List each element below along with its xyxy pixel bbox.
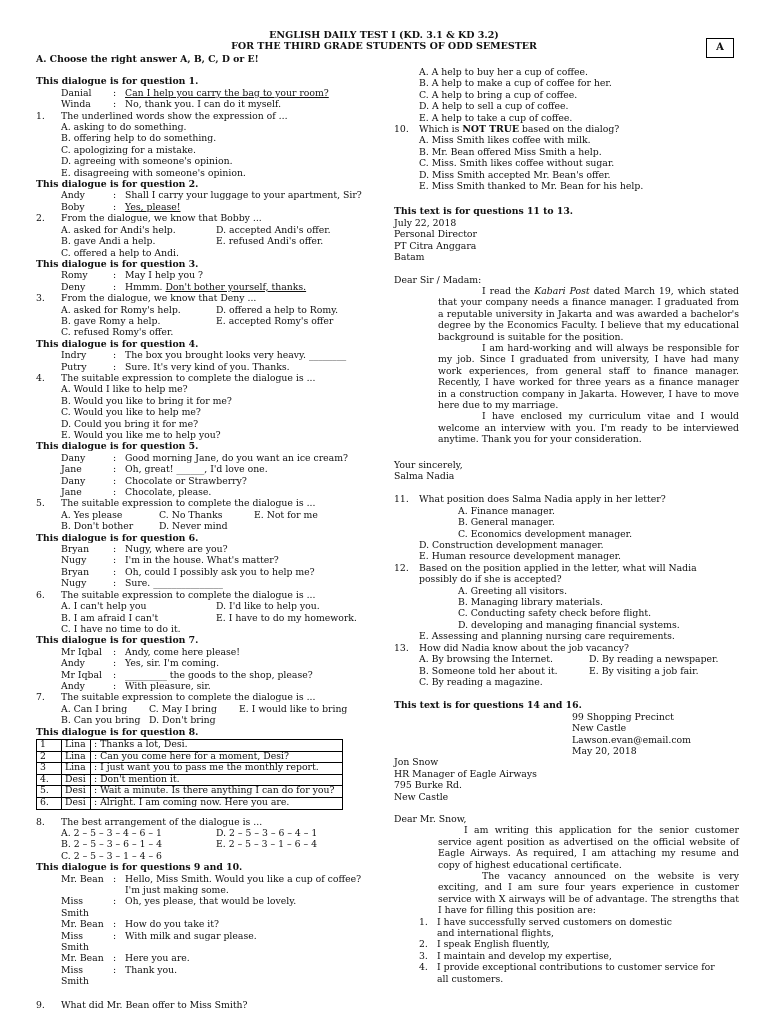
dialogue-line: Andy : With pleasure, sir. <box>61 680 211 692</box>
letter-recipient: 795 Burke Rd. <box>394 780 462 792</box>
dialogue-table <box>36 739 343 810</box>
table-row: 6. Desi : Alright. I am coming now. Here you are. <box>37 797 343 809</box>
dialogue-intro: This dialogue is for question 6. <box>36 532 199 544</box>
letter-recipient: Jon Snow <box>394 757 439 769</box>
letter-closing: Your sincerely, <box>394 459 463 471</box>
dialogue-line: Deny : Hmmm. Don't bother yourself, thanks. <box>61 281 307 293</box>
dialogue-line: Mr. Bean : Here you are. <box>61 953 190 965</box>
option-row: B. 2 – 5 – 3 – 6 – 1 – 4 E. 2 – 5 – 3 – 1 – 6 – 4 <box>61 839 317 851</box>
question-stem: 8. The best arrangement of the dialogue is ... <box>36 816 263 828</box>
option: E. Miss Smith thanked to Mr. Bean for his help. <box>419 181 644 193</box>
option: C. Would you like to help me? <box>61 407 201 419</box>
option-row: A. Yes please C. No Thanks E. Not for me <box>61 509 318 521</box>
option-row: B. Can you bring D. Don't bring <box>61 715 216 727</box>
question-stem: 13. How did Nadia know about the job vacancy? <box>394 642 629 654</box>
letter-paragraph: I read the Kabari Post dated March 19, which stated that your company needs a finance manager. I graduated from a reputable university in Jakarta and was awarded a bachelor's degree by the Economics Faculty. I believe that my educational background is suitable for the position. <box>438 285 739 343</box>
option: A. Miss Smith likes coffee with milk. <box>419 135 591 147</box>
question-stem-cont: possibly do if she is accepted? <box>419 574 562 586</box>
option: E. Human resource development manager. <box>419 551 621 563</box>
option: D. Miss Smith accepted Mr. Bean's offer. <box>419 169 611 181</box>
dialogue-line: Mr Iqbal : Andy, come here please! <box>61 646 241 658</box>
option: C. By reading a magazine. <box>419 676 543 688</box>
sender-address: 99 Shopping Precinct <box>572 711 674 723</box>
dialogue-line: Jane : Chocolate, please. <box>61 487 212 499</box>
option: A. asking to do something. <box>61 122 187 134</box>
option-row: B. gave Romy a help. E. accepted Romy's offer <box>61 315 334 327</box>
list-item: 4. I provide exceptional contributions to customer service for all customers. <box>419 962 715 985</box>
option-row: A. asked for Andi's help. D. accepted Andi's offer. <box>61 224 331 236</box>
option: C. Miss. Smith likes coffee without sugar. <box>419 158 615 170</box>
letter-paragraph: I am writing this application for the senior customer service agent position as advertised on the official website of Eagle Airways. As required, I am attaching my resume and copy of highest educational certificate. <box>438 825 739 871</box>
version-badge: A <box>706 38 734 58</box>
option-row: A. asked for Romy's help. D. offered a help to Romy. <box>61 304 339 316</box>
question-stem: 2. From the dialogue, we know that Bobby ... <box>36 213 262 225</box>
option: A. Would I like to help me? <box>61 384 188 396</box>
table-row: 5. Desi : Wait a minute. Is there anything I can do for you? <box>37 786 343 798</box>
option: B. Mr. Bean offered Miss Smith a help. <box>419 146 602 158</box>
test-header <box>0 30 768 52</box>
option: B. Managing library materials. <box>458 597 603 609</box>
dialogue-line: Bryan : Nugy, where are you? <box>61 544 228 556</box>
option: D. Could you bring it for me? <box>61 418 199 430</box>
table-row: 1 Lina : Thanks a lot, Desi. <box>37 739 343 751</box>
dialogue-intro: This dialogue is for question 7. <box>36 635 199 647</box>
option-row: A. Can I bring C. May I bring E. I would like to bring <box>61 703 348 715</box>
dialogue-line: Boby : Yes, please! <box>61 201 181 213</box>
dialogue-line: Miss Smith : With milk and sugar please. <box>61 930 257 953</box>
dialogue-line: Andy : Yes, sir. I'm coming. <box>61 658 220 670</box>
dialogue-line: Indry : The box you brought looks very heavy. ________ <box>61 350 347 362</box>
list-item: 2. I speak English fluently, <box>419 939 550 951</box>
option-row: A. By browsing the Internet. D. By reading a newspaper. <box>419 654 719 666</box>
dialogue-line: Miss Smith : Thank you. <box>61 964 178 988</box>
dialogue-line: Romy : May I help you ? <box>61 270 204 282</box>
option: B. A help to make a cup of coffee for her. <box>419 78 612 90</box>
dialogue-line: Danial : Can I help you carry the bag to your room? <box>61 87 329 99</box>
letter-sender: Salma Nadia <box>394 471 455 482</box>
option: B. General manager. <box>458 517 555 529</box>
option: A. Greeting all visitors. <box>458 585 568 597</box>
dialogue-line: Bryan : Oh, could I possibly ask you to help me? <box>61 566 315 578</box>
option: C. I have no time to do it. <box>61 623 181 635</box>
option: E. A help to take a cup of coffee. <box>419 112 573 124</box>
option-row: A. I can't help you D. I'd like to help you. <box>61 601 320 613</box>
question-stem: 5. The suitable expression to complete the dialogue is ... <box>36 498 316 510</box>
dialogue-intro: This dialogue is for question 1. <box>36 76 199 88</box>
letter-date: July 22, 2018 <box>394 217 457 229</box>
option: B. Would you like to bring it for me? <box>61 395 232 407</box>
option-row: B. I am afraid I can't E. I have to do my homework. <box>61 612 357 624</box>
dialogue-line: Putry : Sure. It's very kind of you. Thanks. <box>61 361 290 373</box>
dialogue-intro: This dialogue is for question 5. <box>36 441 199 453</box>
sender-email: Lawson.evan@email.com <box>572 734 691 746</box>
letter-paragraph: I am hard-working and will always be responsible for my job. Since I graduated from university, I have had many work experiences, from general staff to finance manager. Recently, I have worked for three years as a finance manager in a construction company in Jakarta. However, I have to move here due to my marriage. <box>438 342 739 411</box>
dialogue-line: Nugy : I'm in the house. What's matter? <box>61 555 279 567</box>
option: C. 2 – 5 – 3 – 1 – 4 – 6 <box>61 850 162 862</box>
option: D. A help to sell a cup of coffee. <box>419 101 569 113</box>
dialogue-line: Mr. Bean : Hello, Miss Smith. Would you like a cup of coffee? <box>61 873 362 885</box>
letter-recipient: PT Citra Anggara <box>394 240 477 252</box>
option: C. refused Romy's offer. <box>61 327 174 339</box>
dialogue-line: Mr. Bean : How do you take it? <box>61 919 219 931</box>
dialogue-line: Dany : Good morning Jane, do you want an ice cream? <box>61 452 349 464</box>
letter-recipient: Personal Director <box>394 229 477 241</box>
option: C. offered a help to Andi. <box>61 247 179 259</box>
dialogue-intro: This dialogue is for questions 9 and 10. <box>36 862 243 874</box>
instruction: A. Choose the right answer A, B, C, D or E! <box>36 54 259 65</box>
option: D. agreeing with someone's opinion. <box>61 156 233 168</box>
letter-date: May 20, 2018 <box>572 745 637 757</box>
right-column <box>394 67 739 985</box>
option: E. disagreeing with someone's opinion. <box>61 167 246 179</box>
text-intro: This text is for questions 11 to 13. <box>394 206 574 218</box>
question-stem: 6. The suitable expression to complete the dialogue is ... <box>36 589 316 601</box>
table-row: 3 Lina : I just want you to pass me the monthly report. <box>37 763 343 775</box>
dialogue-intro: This dialogue is for question 4. <box>36 338 199 350</box>
sender-address: New Castle <box>572 723 627 735</box>
option-row: B. gave Andi a help. E. refused Andi's offer. <box>61 236 324 248</box>
option: E. Assessing and planning nursing care requirements. <box>419 631 675 643</box>
option: E. Would you like me to help you? <box>61 430 221 441</box>
test-title-line1: ENGLISH DAILY TEST I (KD. 3.1 & KD 3.2) <box>269 30 499 41</box>
option-row: A. 2 – 5 – 3 – 4 – 6 – 1 D. 2 – 5 – 3 – 6 – 4 – 1 <box>61 827 318 839</box>
question-stem: 11. What position does Salma Nadia apply in her letter? <box>394 494 666 506</box>
letter-recipient: New Castle <box>394 791 449 803</box>
letter-salutation: Dear Sir / Madam: <box>394 274 482 286</box>
table-row: 4. Desi : Don't mention it. <box>37 774 343 786</box>
question-stem: 7. The suitable expression to complete the dialogue is ... <box>36 692 316 704</box>
dialogue-line: Dany : Chocolate or Strawberry? <box>61 475 247 487</box>
option: C. Economics development manager. <box>458 528 633 540</box>
letter-recipient: HR Manager of Eagle Airways <box>394 768 537 780</box>
dialogue-intro: This dialogue is for question 3. <box>36 258 199 270</box>
test-title-line2: FOR THE THIRD GRADE STUDENTS OF ODD SEMESTER <box>231 41 537 52</box>
option-row: B. Don't bother D. Never mind <box>61 521 228 533</box>
list-item: 3. I maintain and develop my expertise, <box>419 950 612 962</box>
letter-salutation: Dear Mr. Snow, <box>394 813 467 825</box>
option-row: B. Someone told her about it. E. By visiting a job fair. <box>419 665 699 677</box>
question-stem: 3. From the dialogue, we know that Deny ... <box>36 293 257 305</box>
dialogue-intro: This dialogue is for question 8. <box>36 726 199 738</box>
dialogue-line: I'm just making some. <box>125 884 229 896</box>
question-stem: 1. The underlined words show the expression of ... <box>36 110 288 122</box>
table-row: 2 Lina : Can you come here for a moment, Desi? <box>37 751 343 763</box>
text-intro: This text is for questions 14 and 16. <box>394 700 582 712</box>
dialogue-line: Winda : No, thank you. I can do it myself. <box>61 99 282 111</box>
dialogue-line: Jane : Oh, great! ______, I'd love one. <box>61 464 268 476</box>
dialogue-line: Nugy : Sure. _______________ <box>61 578 223 590</box>
option: D. Construction development manager. <box>419 540 604 552</box>
option: B. offering help to do something. <box>61 133 217 145</box>
option: A. A help to buy her a cup of coffee. <box>419 67 588 78</box>
dialogue-line: Andy : Shall I carry your luggage to your apartment, Sir? <box>61 190 362 202</box>
option: A. Finance manager. <box>458 505 555 517</box>
left-column <box>36 54 376 1011</box>
option: C. A help to bring a cup of coffee. <box>419 89 578 101</box>
question-stem: 9. What did Mr. Bean offer to Miss Smith? <box>36 999 248 1011</box>
option: C. apologizing for a mistake. <box>61 144 196 156</box>
option: C. Conducting safety check before flight. <box>458 608 652 620</box>
dialogue-intro: This dialogue is for question 2. <box>36 179 199 191</box>
letter-paragraph: I have enclosed my curriculum vitae and I would welcome an interview with you. I'm ready to be interviewed anytime. Thank you for your consideration. <box>438 411 739 446</box>
dialogue-line: Miss Smith : Oh, yes please, that would be lovely. <box>61 896 297 919</box>
question-stem: 12. Based on the position applied in the letter, what will Nadia <box>394 562 697 574</box>
letter-paragraph: The vacancy announced on the website is very exciting, and I am sure four years experience in customer service with X airways will be of advantage. The strengths that I have for filling this position are: <box>438 871 739 917</box>
dialogue-line: Mr Iqbal : _________ the goods to the shop, please? <box>61 669 313 681</box>
letter-recipient: Batam <box>394 252 425 264</box>
question-stem: 10. Which is NOT TRUE based on the dialog? <box>394 124 620 136</box>
question-stem: 4. The suitable expression to complete the dialogue is ... <box>36 372 316 384</box>
list-item: 1. I have successfully served customers on domestic and international flights, <box>419 916 672 940</box>
option: D. developing and managing financial systems. <box>458 619 680 631</box>
